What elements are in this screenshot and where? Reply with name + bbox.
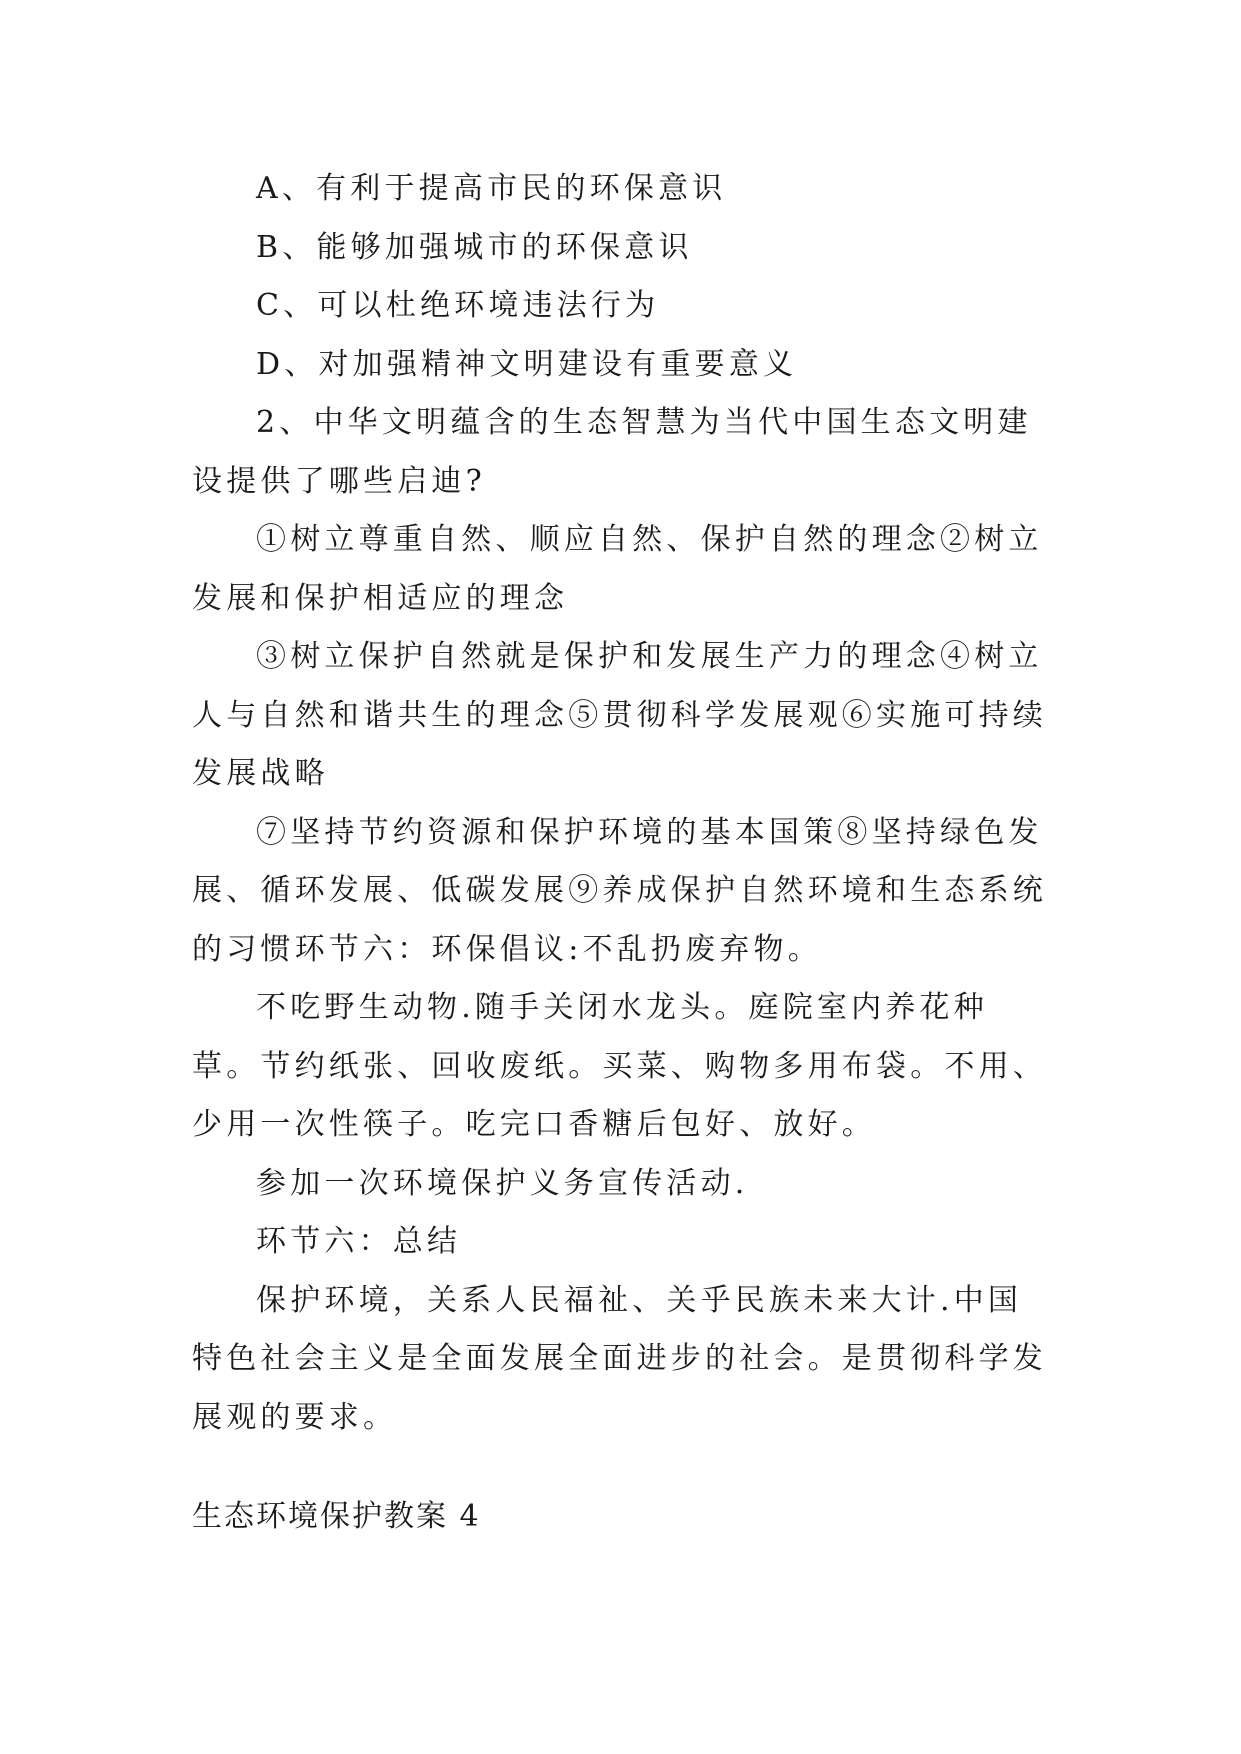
activity-paragraph: 参加一次环境保护义务宣传活动.	[256, 1165, 749, 1201]
answer-points-2: ③树立保护自然就是保护和发展生产力的理念④树立人与自然和谐共生的理念⑤贯彻科学发展观⑥实施可持续发展战略	[192, 639, 1047, 791]
answer-points-3: ⑦坚持节约资源和保护环境的基本国策⑧坚持绿色发展、循环发展、低碳发展⑨养成保护自然环境和生态系统的习惯环节六：环保倡议:不乱扔废弃物。	[192, 814, 1047, 967]
option-a: A、有利于提高市民的环保意识	[256, 171, 727, 206]
summary-paragraph: 保护环境，关系人民福祉、关乎民族未来大计.中国特色社会主义是全面发展全面进步的社会。是贯彻科学发展观的要求。	[192, 1282, 1047, 1435]
question-2: 2、中华文明蕴含的生态智慧为当代中国生态文明建设提供了哪些启迪?	[192, 405, 1032, 499]
eco-proposal-list: 不吃野生动物.随手关闭水龙头。庭院室内养花种草。节约纸张、回收废纸。买菜、购物多用布袋。不用、少用一次性筷子。吃完口香糖后包好、放好。	[192, 990, 1047, 1142]
section-heading: 生态环境保护教案 4	[192, 1499, 481, 1534]
answer-points-1: ①树立尊重自然、顺应自然、保护自然的理念②树立发展和保护相适应的理念	[192, 522, 1043, 616]
option-b: B、能够加强城市的环保意识	[256, 229, 693, 265]
summary-subheading: 环节六：总结	[256, 1224, 462, 1259]
document-body	[192, 160, 1054, 1447]
option-c: C、可以杜绝环境违法行为	[256, 288, 660, 323]
option-d: D、对加强精神文明建设有重要意义	[256, 346, 798, 382]
